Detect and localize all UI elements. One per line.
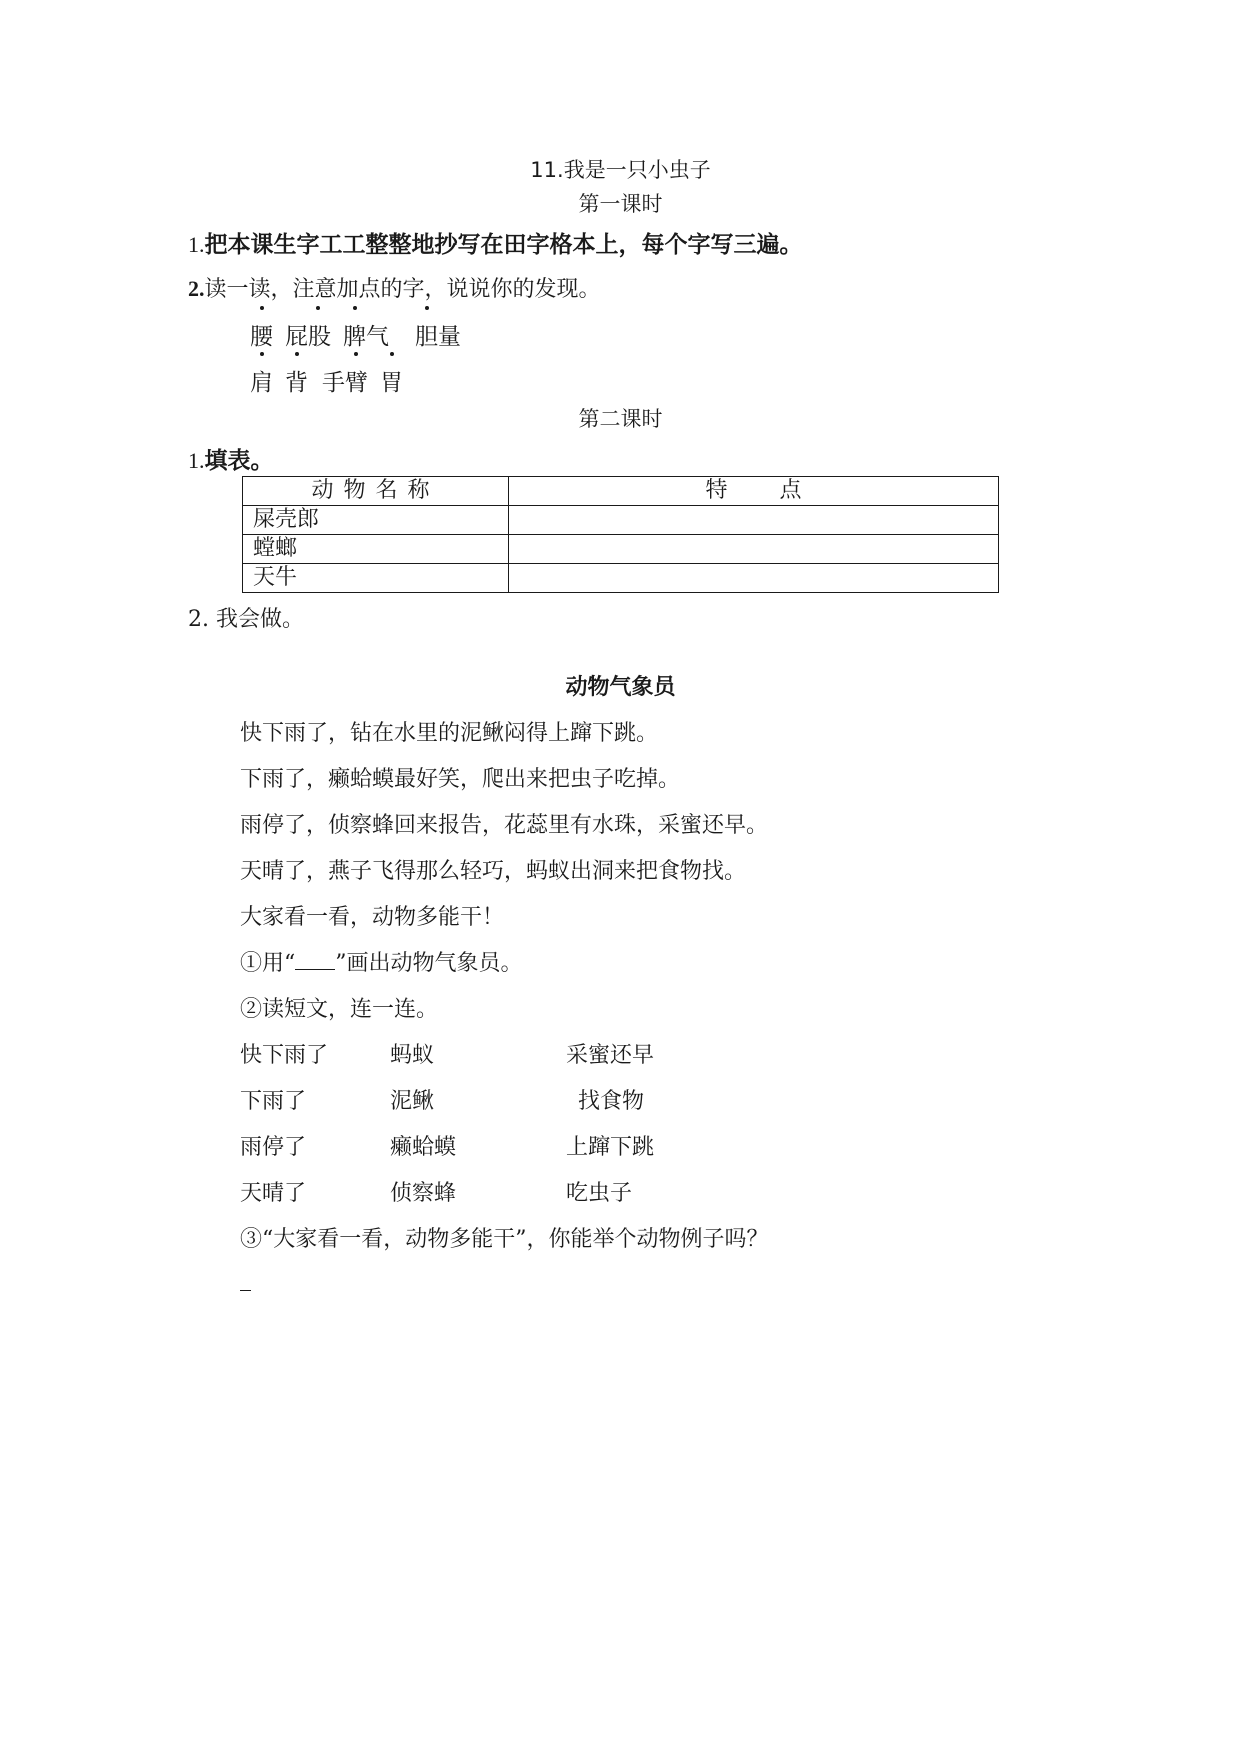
match-col1-item[interactable]: 天晴了 [240,1181,307,1206]
header-feature: 特 点 [509,477,999,506]
match-col2-item[interactable]: 侦察蜂 [390,1181,457,1206]
animal-name-cell: 天牛 [243,564,509,593]
passage-line: 下雨了，癞蛤蟆最好笑，爬出来把虫子吃掉。 [240,767,681,792]
lesson-title: 11.我是一只小虫子 [530,158,711,182]
passage-line: 天晴了，燕子飞得那么轻巧，蚂蚁出洞来把食物找。 [240,859,747,884]
table-header-row [243,477,999,506]
question-3: ③“大家看一看，动物多能干”，你能举个动物例子吗？ [240,1227,769,1252]
match-col2-item[interactable]: 蚂蚁 [390,1043,435,1068]
table-row [243,506,999,535]
period2-heading: 第二课时 [578,407,663,431]
passage-title: 动物气象员 [565,675,676,700]
passage-line: 大家看一看，动物多能干！ [240,905,505,930]
task1-text: 把本课生字工工整整地抄写在田字格本上，每个字写三遍。 [204,232,803,258]
word-danliang: 胆量 [415,318,461,351]
match-col3-item[interactable]: 上蹿下跳 [566,1135,655,1160]
period1-task2 [188,272,601,303]
dotted-words-row1 [250,318,461,351]
word-shoubi: 手臂 [322,364,368,397]
match-col2-item[interactable]: 泥鳅 [390,1089,435,1114]
answer-line[interactable] [240,1290,251,1291]
word-pigu: 屁股 [285,318,331,351]
match-col3-item[interactable]: 采蜜还早 [566,1043,655,1068]
table-row [243,535,999,564]
match-col1-item[interactable]: 雨停了 [240,1135,307,1160]
task-number: 1. [188,232,205,257]
word-wei: 胃 [380,364,403,397]
q1-prefix: ①用“ [240,951,296,976]
task-number: 1. [188,448,205,473]
feature-cell[interactable] [509,535,999,564]
header-animal-name: 动物名称 [243,477,509,506]
fill-table [242,476,999,593]
table-row [243,564,999,593]
word-piqi: 脾气 [343,318,389,351]
underline-blank [295,951,335,970]
question-1 [240,946,523,977]
task-number: 2. [188,276,205,301]
feature-cell[interactable] [509,564,999,593]
period1-task1 [188,226,803,259]
match-col3-item[interactable]: 吃虫子 [566,1181,633,1206]
word-bei: 背 [285,364,308,397]
period2-task1 [188,442,274,475]
passage-line: 快下雨了，钻在水里的泥鳅闷得上蹿下跳。 [240,721,659,746]
dotted-words-row2 [250,364,403,397]
task2-text: 读一读，注意加点的字，说说你的发现。 [204,277,601,302]
period2-task2: 2. 我会做。 [188,607,304,632]
question-2: ②读短文，连一连。 [240,997,439,1022]
passage-line: 雨停了，侦察蜂回来报告，花蕊里有水珠，采蜜还早。 [240,813,769,838]
match-col1-item[interactable]: 快下雨了 [240,1043,329,1068]
match-col1-item[interactable]: 下雨了 [240,1089,307,1114]
q1-suffix: ”画出动物气象员。 [335,951,523,976]
animal-name-cell: 螳螂 [243,535,509,564]
match-col3-item[interactable]: 找食物 [578,1089,645,1114]
period1-heading: 第一课时 [578,192,663,216]
feature-cell[interactable] [509,506,999,535]
animal-name-cell: 屎壳郎 [243,506,509,535]
word-yao: 腰 [250,318,273,351]
task1-text: 填表。 [204,448,274,474]
match-col2-item[interactable]: 癞蛤蟆 [390,1135,457,1160]
word-jian: 肩 [250,364,273,397]
